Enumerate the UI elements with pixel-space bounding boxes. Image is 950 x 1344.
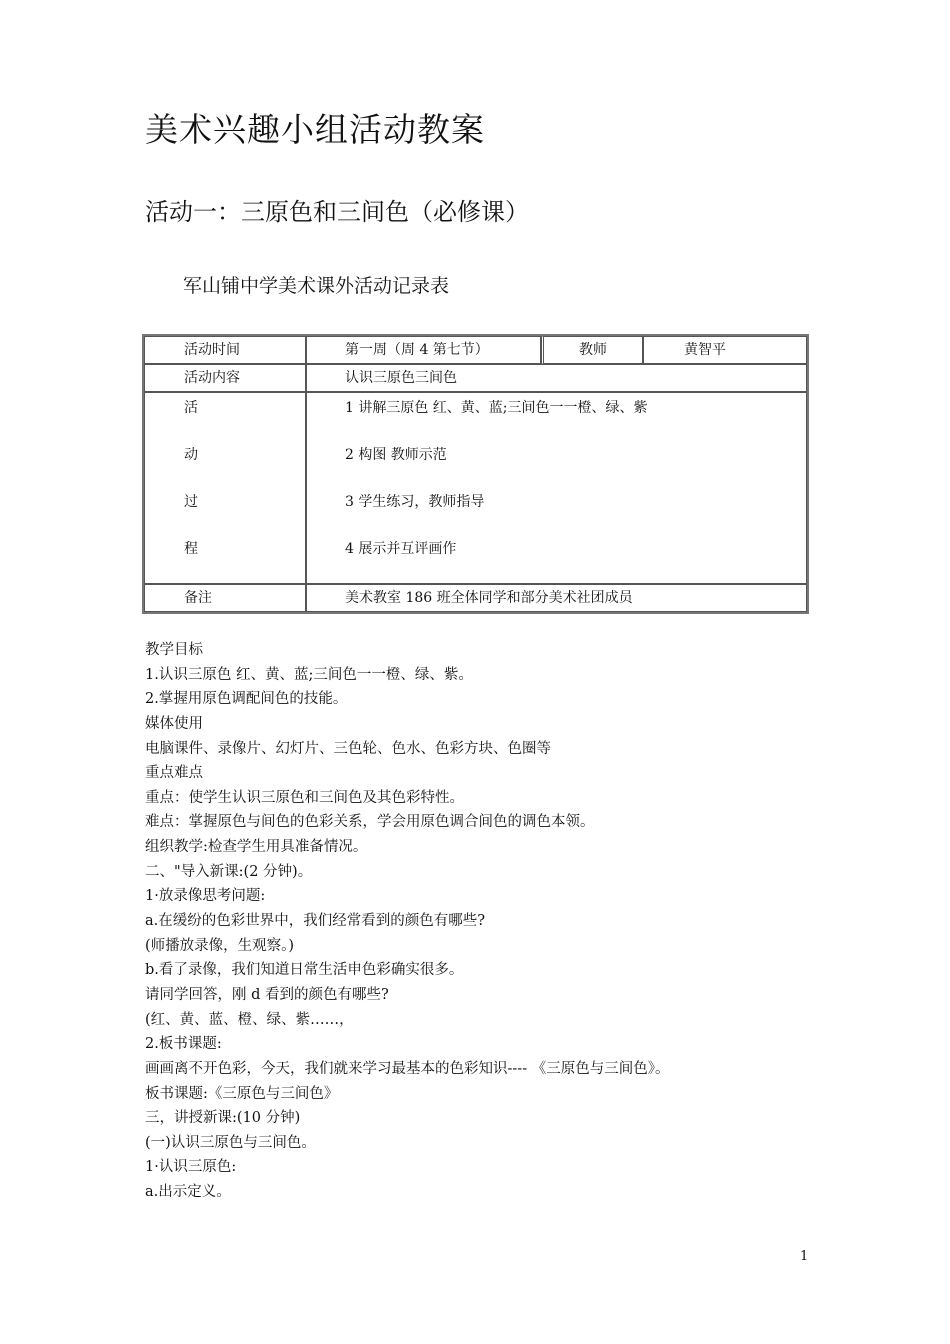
process-char: 程 <box>184 541 198 557</box>
content-label: 活动内容 <box>144 364 306 392</box>
note-value: 美术教室 186 班全体同学和部分美术社团成员 <box>306 584 807 612</box>
table-row-content <box>144 364 807 392</box>
body-line: 二、"导入新课:(2 分钟)。 <box>145 863 313 880</box>
body-line: (红、黄、蓝、橙、绿、紫……， <box>145 1011 354 1028</box>
body-line: 媒体使用 <box>145 715 203 732</box>
body-line: 组织教学:检查学生用具准备情况。 <box>145 839 368 856</box>
page-title: 美术兴趣小组活动教案 <box>145 110 485 149</box>
process-steps <box>306 392 807 584</box>
body-line: 1.认识三原色 红、黄、蓝;三间色一一橙、绿、紫。 <box>145 666 473 683</box>
process-step: 1 讲解三原色 红、黄、蓝;三间色一一橙、绿、紫 <box>345 400 648 416</box>
body-line: 难点：掌握原色与间色的色彩关系，学会用原色调合间色的调色本领。 <box>145 814 595 831</box>
teacher-name: 黄智平 <box>643 336 807 364</box>
process-char: 活 <box>184 400 198 416</box>
body-line: 重点：使学生认识三原色和三间色及其色彩特性。 <box>145 789 464 806</box>
body-line: 教学目标 <box>145 642 203 658</box>
content-value: 认识三原色三间色 <box>306 364 807 392</box>
body-line: b.看了录像，我们知道日常生活申色彩确实很多。 <box>145 962 464 979</box>
table-row-note <box>144 584 807 612</box>
body-line: 板书课题:《三原色与三间色》 <box>145 1085 339 1102</box>
record-table-title: 军山铺中学美术课外活动记录表 <box>183 275 450 297</box>
body-line: 画画离不开色彩，今天，我们就来学习最基本的色彩知识---- 《三原色与三间色》。 <box>145 1060 670 1077</box>
body-line: 请同学回答，刚 d 看到的颜色有哪些? <box>145 986 389 1003</box>
process-char: 过 <box>184 494 198 510</box>
process-label <box>144 392 306 584</box>
body-line: a.在缓纷的色彩世界中，我们经常看到的颜色有哪些? <box>145 913 486 930</box>
note-label: 备注 <box>144 584 306 612</box>
activity-subtitle: 活动一：三原色和三间色（必修课） <box>145 198 529 226</box>
body-line: 2.板书课题: <box>145 1036 222 1053</box>
body-line: 三，讲授新课:(10 分钟) <box>145 1110 301 1127</box>
body-line: 2.掌握用原色调配间色的技能。 <box>145 691 348 708</box>
process-step: 2 构图 教师示范 <box>345 447 447 463</box>
body-line: 1·放录像思考问题: <box>145 888 266 905</box>
process-char: 动 <box>184 447 198 463</box>
page-number: 1 <box>800 1249 809 1264</box>
time-value: 第一周（周 4 第七节） <box>306 336 541 364</box>
table-row-time <box>144 336 807 364</box>
table-row-process <box>144 392 807 584</box>
teacher-label: 教师 <box>541 336 643 364</box>
process-step: 4 展示并互评画作 <box>345 541 457 557</box>
process-step: 3 学生练习，教师指导 <box>345 494 485 510</box>
activity-record-table <box>142 334 809 614</box>
time-label: 活动时间 <box>144 336 306 364</box>
body-line: a.出示定义。 <box>145 1184 231 1201</box>
body-line: 重点难点 <box>145 765 203 782</box>
lesson-plan-body <box>145 638 845 1205</box>
body-line: (师播放录像，生观察。) <box>145 937 295 954</box>
body-line: 电脑课件、录像片、幻灯片、三色轮、色水、色彩方块、色圈等 <box>145 740 551 757</box>
body-line: (一)认识三原色与三间色。 <box>145 1134 316 1151</box>
body-line: 1·认识三原色: <box>145 1159 237 1176</box>
